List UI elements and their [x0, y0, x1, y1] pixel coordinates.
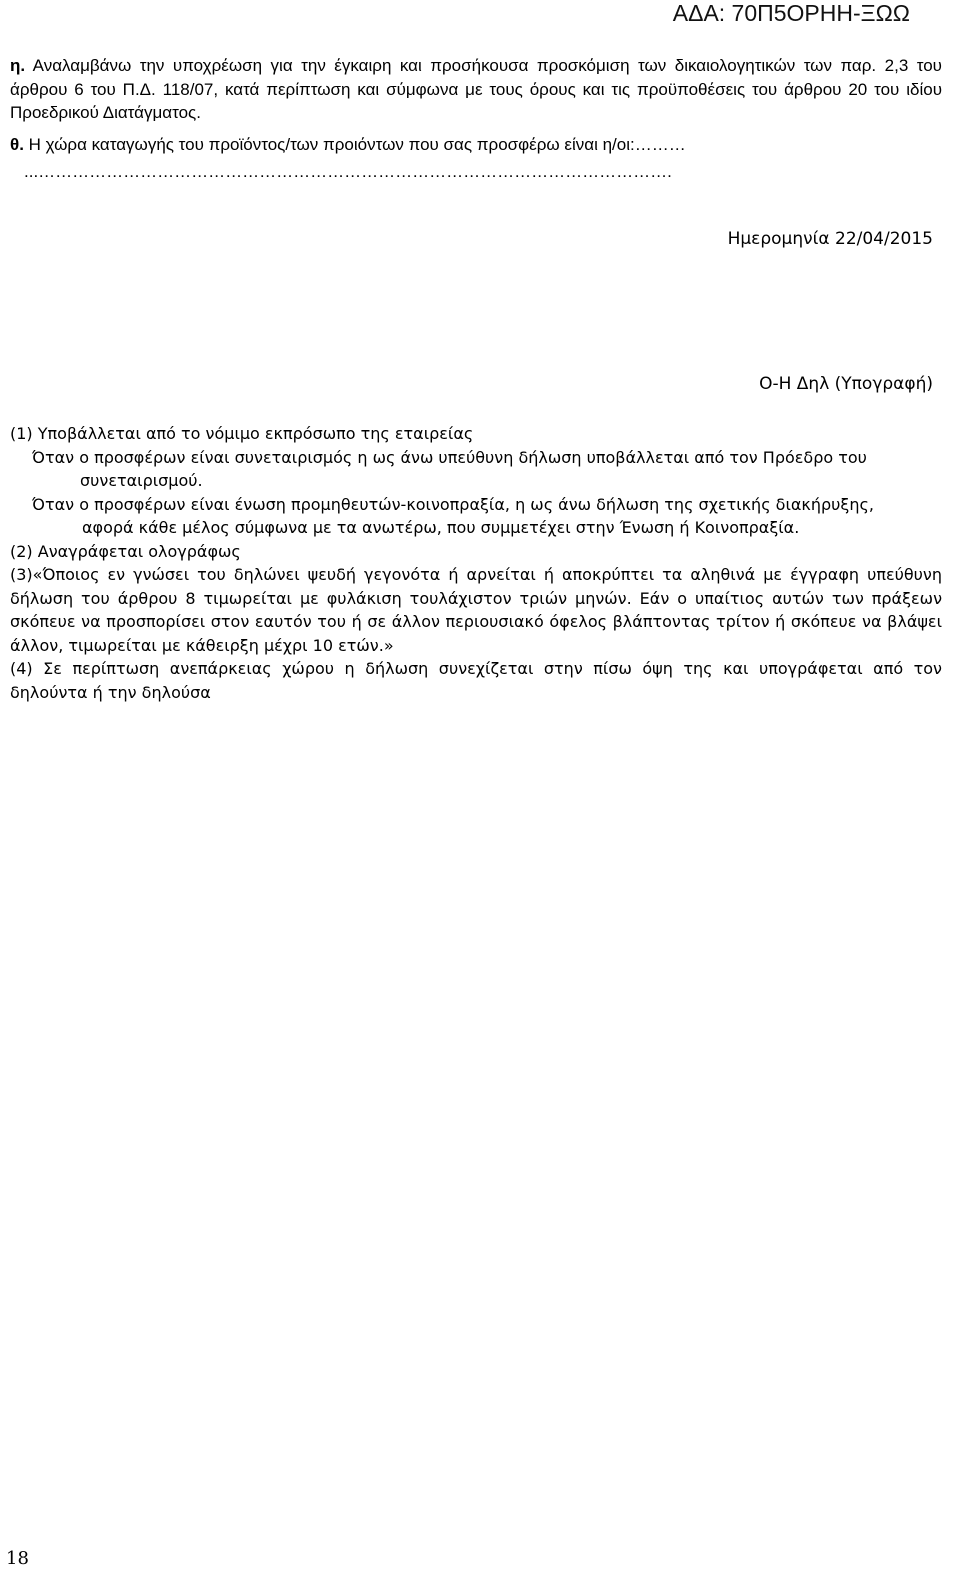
- note-1a: Όταν ο προσφέρων είναι συνεταιρισμός η ως άνω υπεύθυνη δήλωση υποβάλλεται από τον Πρόεδρο του: [32, 447, 867, 467]
- date-line: Ημερομηνία 22/04/2015: [727, 229, 933, 249]
- note-3: (3)«Όποιος εν γνώσει του δηλώνει ψευδή γεγονότα ή αρνείται ή αποκρύπτει τα αληθινά με έγγραφη υπεύθυνη δήλωση του άρθρου 8 τιμωρείται με φυλάκιση τουλάχιστον τριών μηνών. Εάν ο υπαίτιος αυτών των πράξεων σκόπευε να προσπορίσει στον εαυτόν του ή σε άλλον περιουσιακό όφελος βλάπτοντας τρίτον ή σκόπευε να βλάψει άλλον, τιμωρείται με κάθειρξη μέχρι 10 ετών.»: [10, 565, 942, 655]
- item-eta-label: η.: [10, 56, 26, 75]
- note-2: (2) Αναγράφεται ολογράφως: [10, 541, 241, 561]
- item-theta: [10, 133, 942, 157]
- note-1: (1) Υποβάλλεται από το νόμιμο εκπρόσωπο της εταιρείας: [10, 424, 474, 443]
- declaration-body: [10, 54, 942, 183]
- item-eta: [10, 54, 942, 125]
- item-theta-text: Η χώρα καταγωγής του προϊόντος/των προιόντων που σας προσφέρω είναι η/οι:………: [28, 134, 686, 154]
- note-4: (4) Σε περίπτωση ανεπάρκειας χώρου η δήλωση συνεχίζεται στην πίσω όψη της και υπογράφεται από τον δηλούντα ή την δηλούσα: [10, 659, 942, 702]
- note-1b-cont: αφορά κάθε μέλος σύμφωνα με τα ανωτέρω, που συμμετέχει στην Ένωση ή Κοινοπραξία.: [82, 518, 800, 537]
- footnotes: [10, 422, 942, 704]
- item-eta-text: Αναλαμβάνω την υποχρέωση για την έγκαιρη και προσήκουσα προσκόμιση των δικαιολογητικών των παρ. 2,3 του άρθρου 6 του Π.Δ. 118/07, κατά περίπτωση και σύμφωνα με τους όρους και τις προϋποθέσεις του άρθρου 20 του ιδίου Προεδρικού Διατάγματος.: [10, 56, 942, 122]
- item-theta-label: θ.: [10, 134, 24, 154]
- ada-code: ΑΔΑ: 70Π5ΟΡΗΗ-ΞΩΩ: [672, 0, 910, 26]
- signature-line: Ο-Η Δηλ (Υπογραφή): [759, 374, 933, 394]
- item-theta-dots: ...………………………………………………………………………………………………….: [24, 162, 672, 181]
- note-1b: Όταν ο προσφέρων είναι ένωση προμηθευτών-κοινοπραξία, η ως άνω δήλωση της σχετικής διακήρυξης,: [32, 494, 874, 514]
- note-1a-cont: συνεταιρισμού.: [80, 471, 203, 490]
- page-number: 18: [6, 1548, 29, 1569]
